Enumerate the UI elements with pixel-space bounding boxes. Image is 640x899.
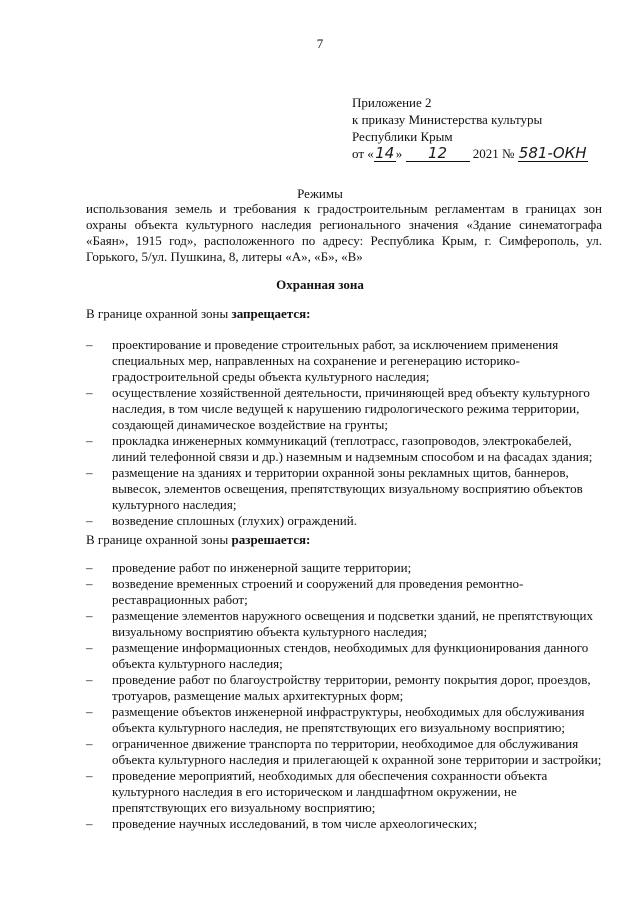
list-item [86,576,604,608]
date-mid: » [395,146,403,161]
list-item-text: возведение временных строений и сооружений для проведения ремонтно-реставрационных работ; [112,576,524,607]
list-item [86,513,604,529]
prohibited-lead-text: В границе охранной зоны [86,306,232,321]
dash-bullet: – [86,513,93,528]
list-item-text: проведение мероприятий, необходимых для обеспечения сохранности объекта культурного наследия в его историческом и ландшафтном окружении, не препятствующих его визуальному восприятию; [112,768,548,815]
document-title: Режимы [297,186,343,201]
list-item [86,768,604,816]
list-item-text: проведение работ по благоустройству территории, ремонту покрытия дорог, проездов, тротуаров, размещение малых архитектурных форм; [112,672,591,703]
list-item [86,608,604,640]
date-prefix: от « [352,146,374,161]
list-item-text: ограниченное движение транспорта по территории, необходимое для обслуживания объекта культурного наследия и прилегающей к охранной зоне территории и застройки; [112,736,602,767]
dash-bullet: – [86,640,93,655]
list-item [86,433,604,465]
date-year: 2021 № [472,146,515,161]
intro-paragraph: использования земель и требования к градостроительным регламентам в границах зон охраны объекта культурного наследия регионального значения «Здание синематографа «Баян», 1915 год», расположенного по адресу: Республика Крым, г. Симферополь, ул. Горького, 5/ул. Пушкина, 8, литеры «А», «Б», «В» [86,201,602,264]
prohibited-lead-bold: запрещается: [231,306,311,321]
order-number-handwritten: 581-ОКН [518,144,587,162]
prohibited-lead [86,306,310,322]
prohibited-list [86,337,604,529]
list-item-text: размещение объектов инженерной инфраструктуры, необходимых для обслуживания объекта культурного наследия, не препятствующих его визуальному восприятию; [112,704,585,735]
dash-bullet: – [86,385,93,400]
date-day-handwritten: 14 [375,144,395,162]
page-number: 7 [316,36,324,51]
list-item [86,385,604,433]
list-item [86,672,604,704]
list-item [86,465,604,513]
list-item [86,704,604,736]
permitted-list [86,560,604,832]
list-item-text: возведение сплошных (глухих) ограждений. [112,513,357,528]
list-item [86,816,604,832]
list-item [86,736,604,768]
appendix-line-1: Приложение 2 [352,95,432,110]
list-item-text: размещение на зданиях и территории охранной зоны рекламных щитов, баннеров, вывесок, элементов освещения, препятствующих визуальному восприятию объектов культурного наследия; [112,465,583,512]
list-item-text: проектирование и проведение строительных работ, за исключением применения специальных мер, направленных на сохранение и регенерацию историко-градостроительной среды объекта культурного наследия; [112,337,559,384]
dash-bullet: – [86,672,93,687]
appendix-date-line [352,145,588,162]
list-item [86,640,604,672]
zone-heading: Охранная зона [276,277,364,292]
dash-bullet: – [86,768,93,783]
dash-bullet: – [86,816,93,831]
list-item-text: проведение научных исследований, в том числе археологических; [112,816,478,831]
list-item [86,337,604,385]
list-item-text: размещение информационных стендов, необходимых для функционирования данного объекта культурного наследия; [112,640,589,671]
appendix-block [352,94,588,162]
list-item-text: осуществление хозяйственной деятельности, причиняющей вред объекту культурного наследия, в том числе ведущей к нарушению гидрологического режима территории, создающей динамическое воздействие на грунты; [112,385,590,432]
list-item-text: проведение работ по инженерной защите территории; [112,560,412,575]
permitted-lead-text: В границе охранной зоны [86,532,232,547]
appendix-line-3: Республики Крым [352,129,453,144]
list-item-text: прокладка инженерных коммуникаций (теплотрасс, газопроводов, электрокабелей, линий телефонной связи и др.) наземным и надземным способом и на фасадах здания; [112,433,593,464]
dash-bullet: – [86,433,93,448]
dash-bullet: – [86,576,93,591]
dash-bullet: – [86,337,93,352]
dash-bullet: – [86,704,93,719]
appendix-line-2: к приказу Министерства культуры [352,112,543,127]
permitted-lead [86,532,310,548]
list-item [86,560,604,576]
dash-bullet: – [86,736,93,751]
dash-bullet: – [86,560,93,575]
date-month-handwritten: 12 [406,146,470,162]
permitted-lead-bold: разрешается: [231,532,311,547]
dash-bullet: – [86,465,93,480]
dash-bullet: – [86,608,93,623]
list-item-text: размещение элементов наружного освещения и подсветки зданий, не препятствующих визуальному восприятию объекта культурного наследия; [112,608,593,639]
